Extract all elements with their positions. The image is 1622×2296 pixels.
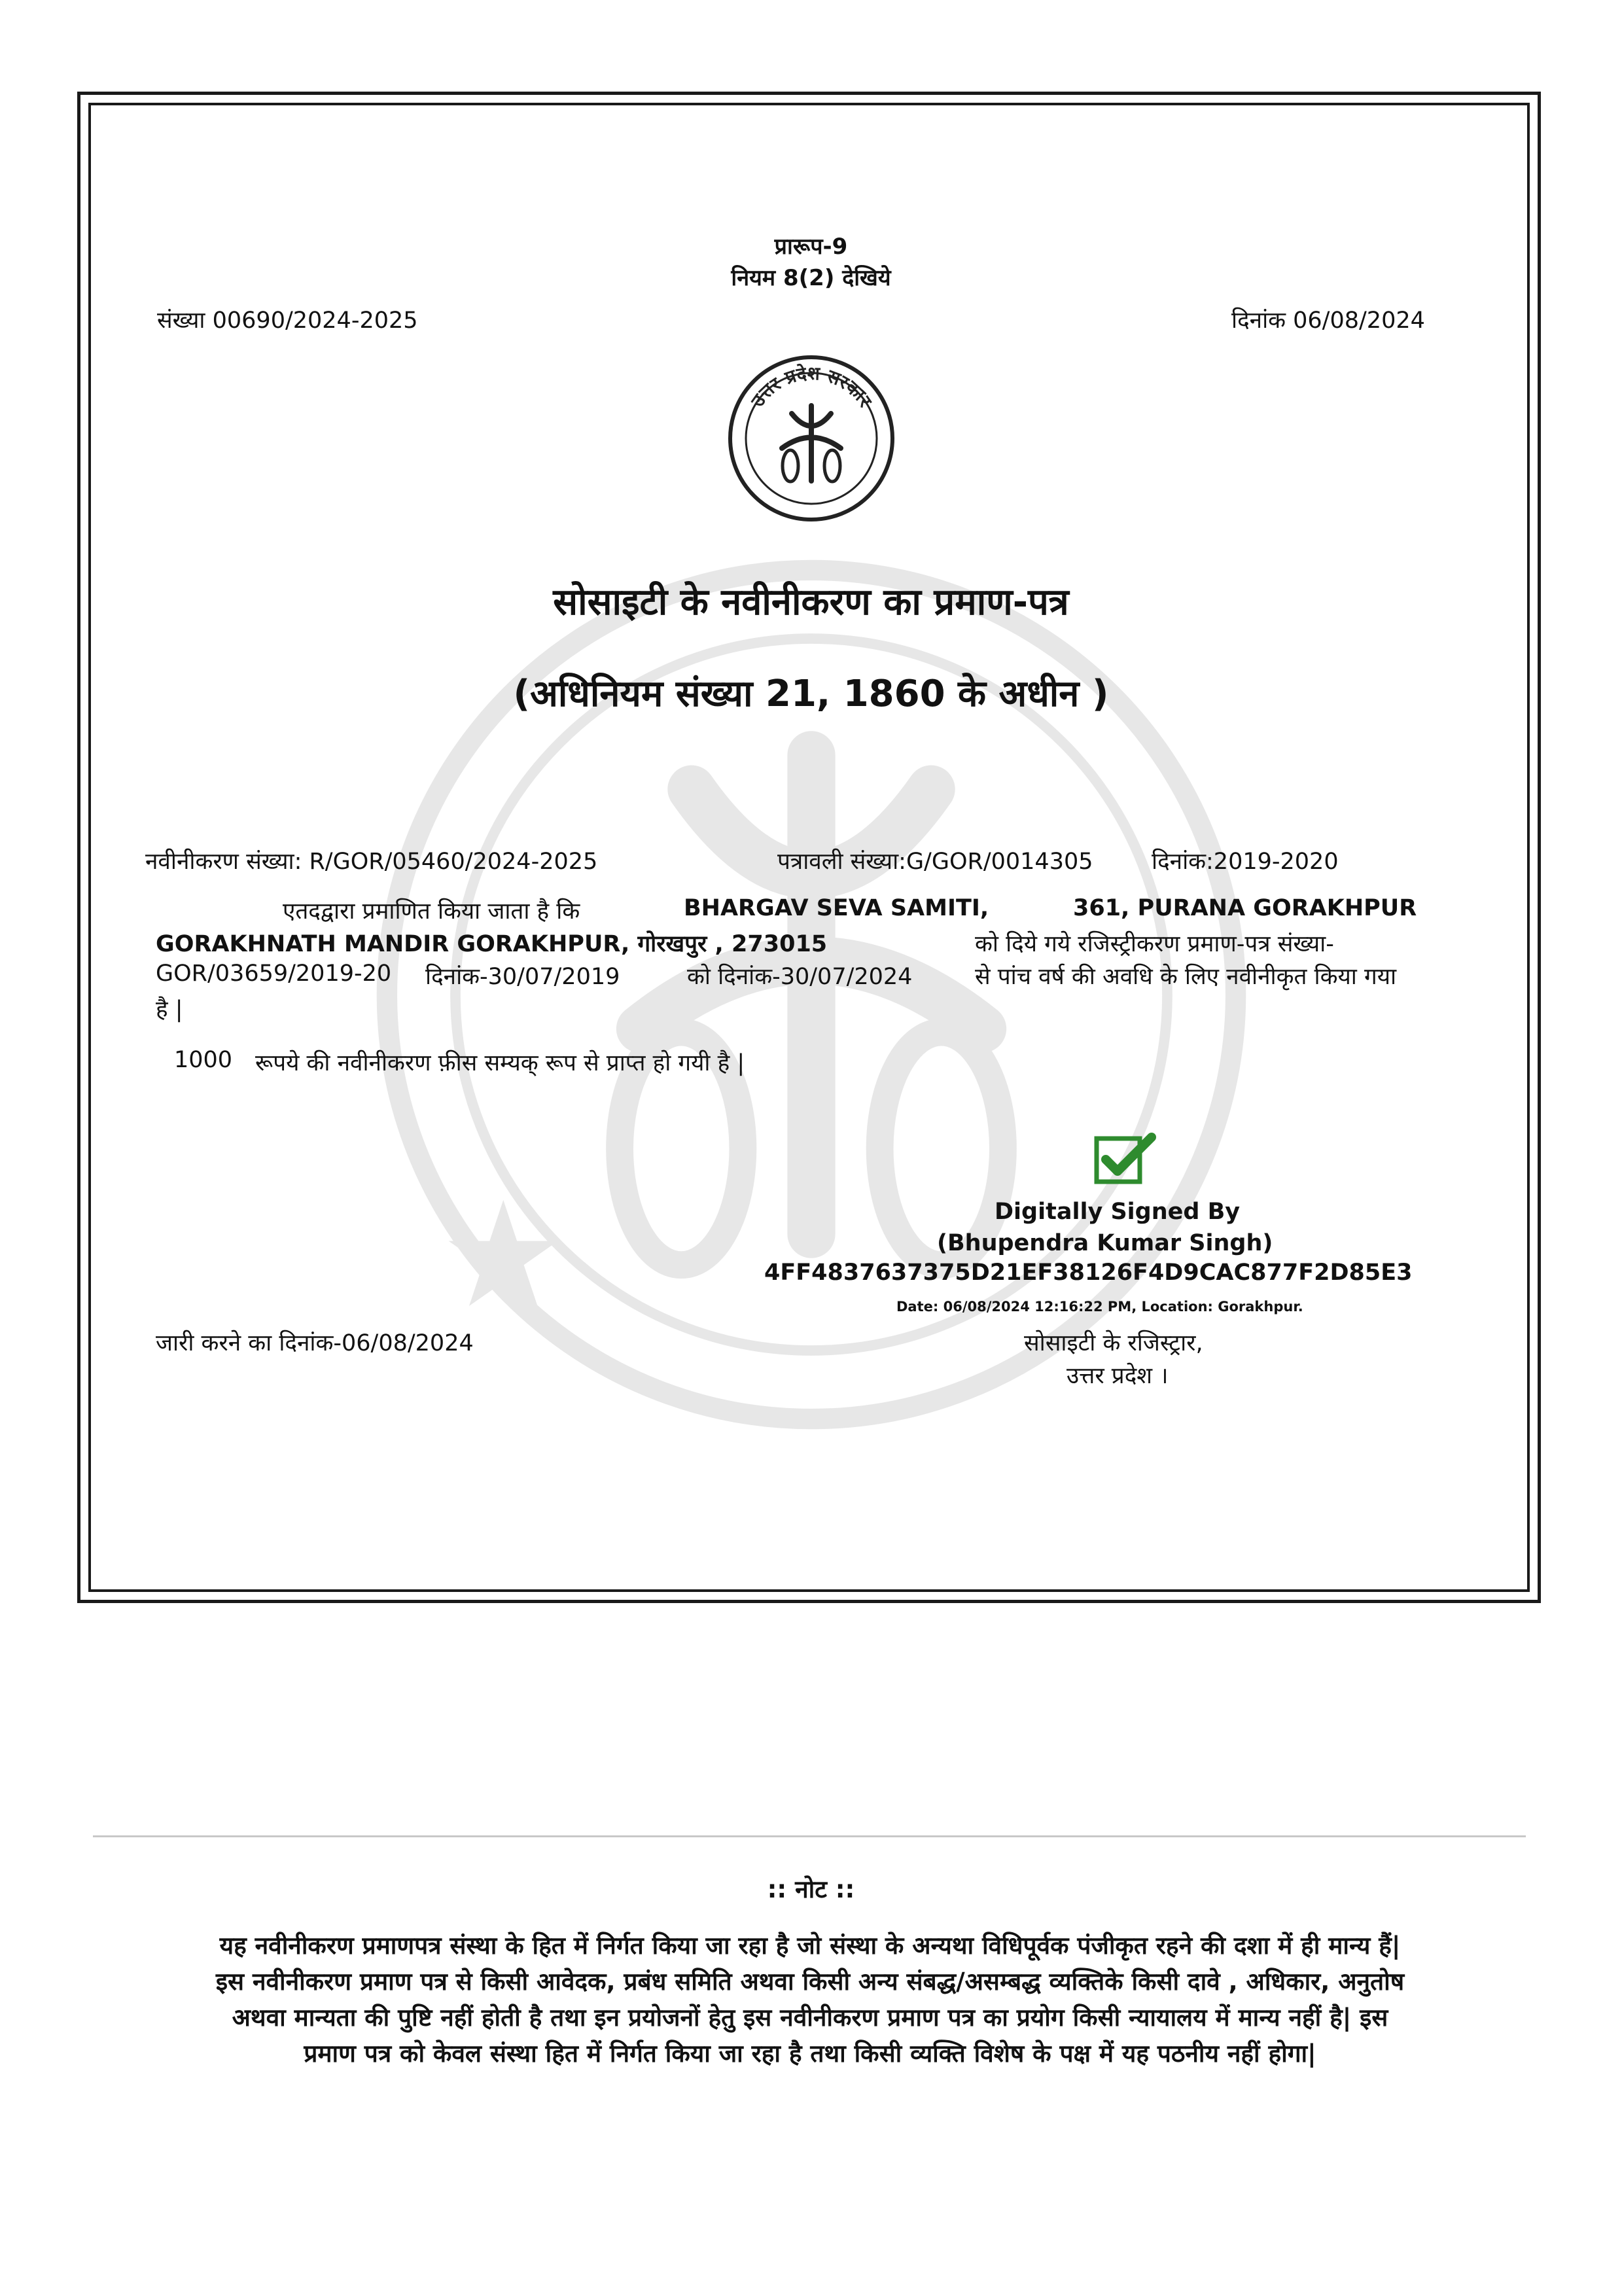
registration-number: GOR/03659/2019-20 <box>156 961 392 987</box>
fee-text: रूपये की नवीनीकरण फ़ीस सम्यक् रूप से प्राप्त हो गयी है | <box>255 1050 745 1076</box>
renewal-period-text: से पांच वर्ष की अवधि के लिए नवीनीकृत किया गया <box>975 964 1397 990</box>
file-date: दिनांक:2019-2020 <box>1152 849 1339 875</box>
header-date: दिनांक 06/08/2024 <box>1231 308 1425 334</box>
issue-date: जारी करने का दिनांक-06/08/2024 <box>156 1330 474 1356</box>
state-emblem <box>726 353 896 523</box>
emblem-arc-text: उत्तर प्रदेश सरकार <box>747 362 877 412</box>
note-line: इस नवीनीकरण प्रमाण पत्र से किसी आवेदक, प्रबंध समिति अथवा किसी अन्य संबद्ध/असम्बद्ध व्यक्तिके किसी दावे , अधिकार, अनुतोष <box>215 1968 1405 1996</box>
registration-text: को दिये गये रजिस्ट्रीकरण प्रमाण-पत्र संख्या- <box>975 931 1334 957</box>
certification-intro: एतदद्वारा प्रमाणित किया जाता है कि <box>283 898 580 925</box>
signer-name: (Bhupendra Kumar Singh) <box>937 1230 1273 1256</box>
certificate-title: सोसाइटी के नवीनीकरण का प्रमाण-पत्र <box>553 581 1069 624</box>
note-line: यह नवीनीकरण प्रमाणपत्र संस्था के हित में निर्गत किया जा रहा है जो संस्था के अन्यथा विधिपूर्वक पंजीकृत रहने की दशा में ही मान्य हैं| <box>219 1932 1401 1960</box>
validity-from: को दिनांक-30/07/2024 <box>687 964 913 990</box>
signature-hash: 4FF4837637375D21EF38126F4D9CAC877F2D85E3 <box>764 1260 1413 1286</box>
signature-meta: Date: 06/08/2024 12:16:22 PM, Location: Gorakhpur. <box>896 1299 1303 1315</box>
act-subtitle: (अधिनियम संख्या 21, 1860 के अधीन ) <box>513 673 1109 715</box>
note-divider <box>93 1835 1526 1837</box>
digital-signature-label: Digitally Signed By <box>995 1199 1241 1225</box>
registration-date: दिनांक-30/07/2019 <box>425 964 620 990</box>
society-address-line1: 361, PURANA GORAKHPUR <box>1073 895 1417 921</box>
sentence-end: है | <box>156 997 183 1023</box>
note-line: अथवा मान्यता की पुष्टि नहीं होती है तथा इन प्रयोजनों हेतु इस नवीनीकरण प्रमाण पत्र का प्रयोग किसी न्यायालय में मान्य नहीं है| इस <box>232 2004 1388 2032</box>
registrar-state: उत्तर प्रदेश । <box>1067 1363 1169 1389</box>
society-address-line2: GORAKHNATH MANDIR GORAKHPUR, गोरखपुर , 273015 <box>156 931 828 957</box>
note-heading: :: नोट :: <box>767 1875 855 1903</box>
society-name: BHARGAV SEVA SAMITI, <box>684 895 989 921</box>
registrar-designation: सोसाइटी के रजिस्ट्रार, <box>1024 1330 1203 1356</box>
serial-number: संख्या 00690/2024-2025 <box>157 308 418 334</box>
fee-amount: 1000 <box>174 1047 233 1073</box>
rule-reference: नियम 8(2) देखिये <box>731 265 891 291</box>
verified-check-icon <box>1094 1132 1157 1187</box>
renewal-number: नवीनीकरण संख्या: R/GOR/05460/2024-2025 <box>145 849 598 875</box>
form-number: प्रारूप-9 <box>774 234 848 260</box>
file-number: पत्रावली संख्या:G/GOR/0014305 <box>777 849 1093 875</box>
note-line: प्रमाण पत्र को केवल संस्था हित में निर्गत किया जा रहा है तथा किसी व्यक्ति विशेष के पक्ष में यह पठनीय नहीं होगा| <box>304 2040 1316 2068</box>
